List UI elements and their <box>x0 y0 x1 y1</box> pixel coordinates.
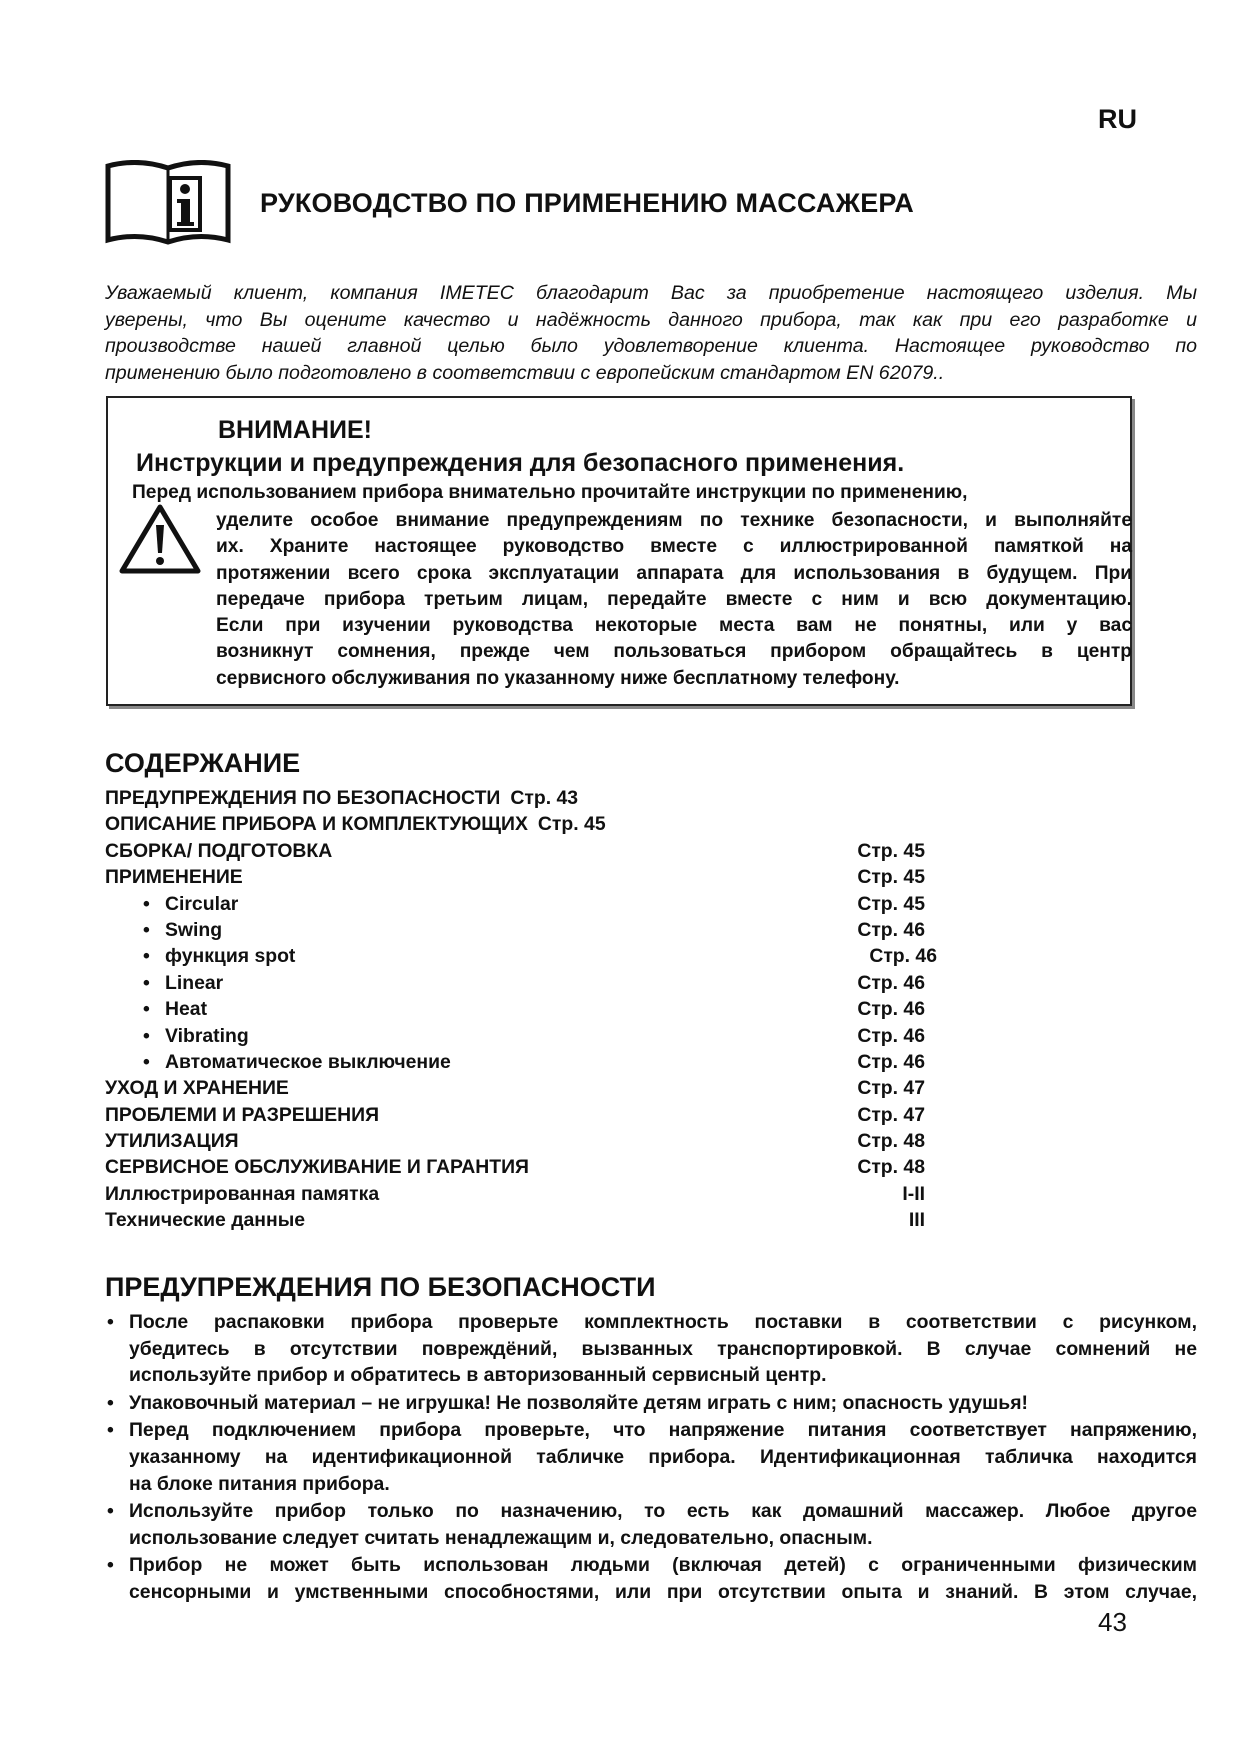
toc-row: • Heat Стр. 46 <box>105 996 925 1022</box>
toc-page: Стр. 46 <box>857 971 925 994</box>
toc-page: Стр. 45 <box>857 839 925 862</box>
toc-page: Стр. 46 <box>857 918 925 941</box>
toc-label: Swing <box>165 918 223 941</box>
toc-label: Автоматическое выключение <box>165 1050 451 1073</box>
toc-label: УТИЛИЗАЦИЯ <box>105 1130 239 1153</box>
safety-line: убедитесь в отсутствии повреждёний, вызванных транспортировкой. В случае сомнений не <box>129 1337 1197 1360</box>
toc-row <box>105 785 925 811</box>
warning-triangle-icon <box>118 503 202 575</box>
toc-page: I-II <box>902 1182 925 1205</box>
warning-line: Если при изучении руководства некоторые места вам не понятны, или у вас <box>216 615 1132 637</box>
toc-label: Vibrating <box>165 1024 249 1047</box>
toc-label: ОПИСАНИЕ ПРИБОРА И КОМПЛЕКТУЮЩИХ <box>105 813 528 836</box>
toc-page: Стр. 47 <box>857 1103 925 1126</box>
safety-line: • Перед подключением прибора проверьте, что напряжение питания соответствует напряжению, <box>129 1419 1197 1442</box>
toc-row: • функция spot Стр. 46 <box>105 943 925 969</box>
warning-line: их. Храните настоящее руководство вместе с иллюстрированной памяткой на <box>216 536 1132 558</box>
toc-row <box>105 1128 925 1154</box>
toc-page: Стр. 45 <box>857 866 925 889</box>
toc-page: Стр. 43 <box>510 787 579 809</box>
list-item <box>105 1309 1197 1389</box>
toc-page: Стр. 46 <box>857 1024 925 1047</box>
toc-row <box>105 864 925 890</box>
toc-page: Стр. 47 <box>857 1077 925 1100</box>
safety-list <box>105 1309 1197 1607</box>
safety-line: • Прибор не может быть использован людьми (включая детей) с ограниченными физическим <box>129 1554 1197 1577</box>
info-book-icon <box>104 160 232 248</box>
safety-line: • После распаковки прибора проверьте комплектность поставки в соответствии с рисунком, <box>129 1311 1197 1333</box>
toc-row <box>105 1075 925 1101</box>
toc-label: Иллюстрированная памятка <box>105 1182 380 1205</box>
warning-line: возникнут сомнения, прежде чем пользоваться прибором обращайтесь в центр <box>216 641 1132 663</box>
toc-row: • Swing Стр. 46 <box>105 917 925 943</box>
intro-line: применению было подготовлено в соответствии с европейским стандартом EN 62079.. <box>105 361 945 384</box>
safety-line: сенсорными и умственными способностями, или при отсутствии опыта и знаний. В этом случае, <box>129 1580 1197 1603</box>
list-item <box>105 1390 1197 1417</box>
page-title: РУКОВОДСТВО ПО ПРИМЕНЕНИЮ МАССАЖЕРА <box>260 188 914 218</box>
toc-page: Стр. 46 <box>857 998 925 1021</box>
intro-line: Уважаемый клиент, компания IMETEC благодарит Вас за приобретение настоящего изделия. Мы <box>105 282 1197 304</box>
toc-page: Стр. 45 <box>857 892 925 915</box>
toc-row <box>105 811 925 837</box>
safety-line: указанному на идентификационной табличке прибора. Идентификационная табличка находится <box>129 1445 1197 1468</box>
safety-line: используйте прибор и обратитесь в авторизованный сервисный центр. <box>129 1364 827 1387</box>
toc-row: • Автоматическое выключение Стр. 46 <box>105 1049 925 1075</box>
safety-line: на блоке питания прибора. <box>129 1472 390 1495</box>
intro-line: производстве нашей главной целью было удовлетворение клиента. Настоящее руководство по <box>105 335 1197 357</box>
intro-line: уверены, что Вы оцените качество и надёжность данного прибора, так как при его разработке и <box>105 308 1197 331</box>
toc-row <box>105 1154 925 1180</box>
toc-page: III <box>908 1209 925 1232</box>
toc-row: • Linear Стр. 46 <box>105 970 925 996</box>
toc-label: ПРЕДУПРЕЖДЕНИЯ ПО БЕЗОПАСНОСТИ <box>105 787 501 809</box>
toc-page: Стр. 48 <box>857 1130 925 1153</box>
toc-row: • Circular Стр. 45 <box>105 891 925 917</box>
toc-row <box>105 1207 925 1233</box>
warning-text <box>216 508 1132 692</box>
safety-heading: ПРЕДУПРЕЖДЕНИЯ ПО БЕЗОПАСНОСТИ <box>105 1272 656 1302</box>
toc-row: • Vibrating Стр. 46 <box>105 1023 925 1049</box>
page-number: 43 <box>1098 1607 1127 1637</box>
toc-row <box>105 1102 925 1128</box>
toc-label: ПРОБЛЕМИ И РАЗРЕШЕНИЯ <box>105 1103 380 1126</box>
warning-heading: ВНИМАНИЕ! <box>218 416 372 444</box>
list-item <box>105 1417 1197 1497</box>
list-item <box>105 1552 1197 1605</box>
toc-page: Стр. 45 <box>537 813 606 836</box>
toc-row <box>105 1181 925 1207</box>
toc-label: Circular <box>165 892 239 915</box>
safety-line: использование следует считать ненадлежащим и, следовательно, опасным. <box>129 1526 873 1549</box>
toc-row <box>105 838 925 864</box>
toc-label: Heat <box>165 998 208 1021</box>
toc-page: Стр. 48 <box>857 1156 925 1179</box>
toc-label: СБОРКА/ ПОДГОТОВКА <box>105 839 333 862</box>
safety-line: • Используйте прибор только по назначению, то есть как домашний массажер. Любое другое <box>129 1500 1197 1523</box>
toc-label: УХОД И ХРАНЕНИЕ <box>105 1077 289 1100</box>
toc-page: Стр. 46 <box>869 945 937 968</box>
toc-label: функция spot <box>165 945 296 968</box>
warning-first-line: Перед использованием прибора внимательно прочитайте инструкции по применению, <box>132 482 968 503</box>
toc-heading: СОДЕРЖАНИЕ <box>105 748 301 778</box>
warning-subheading: Инструкции и предупреждения для безопасного применения. <box>136 449 905 477</box>
safety-line: • Упаковочный материал – не игрушка! Не позволяйте детям играть с ним; опасность удушья! <box>129 1391 1028 1414</box>
warning-line: уделите особое внимание предупреждениям по технике безопасности, и выполняйте <box>216 510 1132 531</box>
warning-line: передаче прибора третьим лицам, передайте вместе с ним и всю документацию. <box>216 588 1132 610</box>
list-item <box>105 1498 1197 1551</box>
toc-label: СЕРВИСНОЕ ОБСЛУЖИВАНИЕ И ГАРАНТИЯ <box>105 1156 529 1179</box>
table-of-contents <box>105 785 937 1234</box>
warning-line: сервисного обслуживания по указанному ниже бесплатному телефону. <box>216 667 900 689</box>
toc-label: Технические данные <box>105 1209 306 1232</box>
intro-paragraph <box>105 280 1197 386</box>
toc-label: Linear <box>165 971 224 994</box>
language-code: RU <box>1098 104 1137 134</box>
toc-page: Стр. 46 <box>857 1050 925 1073</box>
warning-line: протяжении всего срока эксплуатации аппарата для использования в будущем. При <box>216 562 1132 584</box>
toc-label: ПРИМЕНЕНИЕ <box>105 866 243 889</box>
